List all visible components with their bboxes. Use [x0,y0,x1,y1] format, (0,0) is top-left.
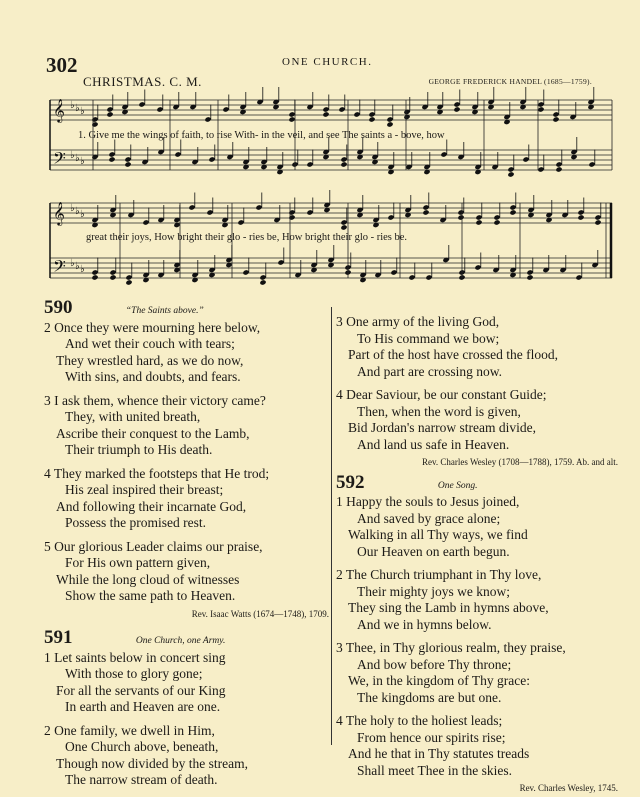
verse-line: 3 One army of the living God, [336,314,500,329]
verse-line: For His own pattern given, [65,555,211,570]
verse-line: Their triumph to His death. [65,442,213,457]
svg-text:♭: ♭ [75,153,80,164]
svg-text:♭: ♭ [70,100,75,111]
treble-notes-1 [91,87,594,128]
lyrics-line-1: 1. Give me the wings of faith, to rise With- in the veil, and see The saints a - bove, how [78,130,445,141]
verse-line: His zeal inspired their breast; [65,482,224,497]
verse-line: The kingdoms are but one. [357,689,502,705]
verse-line: And bow before Thy throne; [357,656,512,672]
verse-line: 3 Thee, in Thy glorious realm, they praise, [336,640,566,655]
treble-staff-2 [50,201,612,226]
verse-line: And part are crossing now. [357,363,502,379]
hymn-590 [44,297,329,622]
hymn-number: 592 [336,471,365,493]
verse-line: Walking in all Thy ways, we find [348,527,528,542]
music-score [0,0,640,300]
svg-text:♭: ♭ [75,206,80,217]
svg-text:𝄞: 𝄞 [53,98,65,122]
stanza [44,320,329,386]
verse-line: 4 Dear Saviour, be our constant Guide; [336,387,547,402]
stanza [336,640,618,706]
verse-line: Possess the promised rest. [65,515,206,530]
verse-line: With those to glory gone; [65,666,203,681]
treble-staff-1 [50,98,612,123]
verse-line: They wrestled hard, as we do now, [56,352,244,368]
verse-line: Then, when the word is given, [357,403,521,419]
verse-line: Their mighty joys we know; [357,583,510,599]
hymn-number: 591 [44,627,73,648]
verse-line: And wet their couch with tears; [65,336,235,351]
stanza [44,650,329,716]
verse-line: Our Heaven on earth begun. [357,543,510,559]
stanza [336,567,618,633]
verse-line: They, with united breath, [65,409,201,424]
verse-line: Shall meet Thee in the skies. [357,762,512,778]
verse-line: And he that in Thy statutes treads [348,746,530,761]
stanza [336,314,618,380]
svg-text:♭: ♭ [70,150,75,161]
verse-line: 2 One family, we dwell in Him, [44,722,215,738]
hymn-title: One Church, one Army. [135,636,226,646]
verse-line: 1 Happy the souls to Jesus joined, [336,494,520,509]
svg-text:♭: ♭ [80,106,85,117]
svg-text:♭: ♭ [70,258,75,269]
verse-line: 4 The holy to the holiest leads; [336,713,503,728]
verse-line: With sins, and doubts, and fears. [65,369,241,384]
verse-line: Bid Jordan's narrow stream divide, [348,420,537,435]
verse-line: While the long cloud of witnesses [56,571,240,587]
left-column [44,297,329,796]
bass-notes-1 [91,137,595,178]
svg-text:♭: ♭ [80,264,85,275]
stanza [336,387,618,453]
verse-line: Show the same path to Heaven. [65,588,236,603]
stanza [44,393,329,459]
verse-line: And we in hymns below. [357,616,492,632]
verse-line: And land us safe in Heaven. [357,436,510,452]
stanza [44,723,329,789]
verse-line: 4 They marked the footsteps that He trod; [44,465,270,481]
svg-text:♭: ♭ [80,209,85,220]
verse-line: To His command we bow; [357,330,500,346]
verse-line: One Church above, beneath, [65,739,219,754]
column-divider [331,307,332,745]
verse-line: For all the servants of our King [56,682,226,698]
verse-line: 2 Once they were mourning here below, [44,319,261,335]
verse-line: They sing the Lamb in hymns above, [348,600,549,615]
stanza [336,494,618,560]
right-column [336,314,618,797]
hymn-591 [44,627,329,789]
bass-notes-2 [91,245,598,286]
svg-text:♭: ♭ [75,261,80,272]
verse-line: Though now divided by the stream, [56,755,248,771]
hymn-number: 590 [44,297,73,318]
verse-line: And saved by grace alone; [357,510,501,526]
verse-line: From hence our spirits rise; [357,729,506,745]
verse-line: 1 Let saints below in concert sing [44,649,226,665]
verse-line: The narrow stream of death. [65,772,218,787]
hymn-592 [336,471,618,797]
verse-line: And following their incarnate God, [56,498,247,514]
stanza [336,713,618,779]
tune-name: CHRISTMAS. C. M. [83,74,202,89]
stanza [44,539,329,605]
svg-text:𝄢: 𝄢 [53,148,66,172]
svg-text:𝄢: 𝄢 [53,256,66,280]
verse-line: 5 Our glorious Leader claims our praise, [44,538,263,554]
verse-line: In earth and Heaven are one. [65,699,221,714]
treble-notes-2 [91,190,601,231]
running-head: ONE CHURCH. [282,56,373,68]
svg-text:♭: ♭ [80,156,85,167]
verse-line: Part of the host have crossed the flood, [348,347,558,362]
verse-line: 2 The Church triumphant in Thy love, [336,567,542,582]
composer-credit: GEORGE FREDERICK HANDEL (1685—1759). [428,77,592,86]
svg-text:♭: ♭ [70,203,75,214]
verse-line: We, in the kingdom of Thy grace: [348,673,530,688]
hymn-attribution: Rev. Isaac Watts (1674—1748), 1709. [191,608,329,619]
lyrics-line-2: great their joys, How bright their glo - ries be, How bright their glo - ries be. [86,232,408,243]
stanza [44,466,329,532]
verse-line: 3 I ask them, whence their victory came? [44,392,266,408]
verse-line: Ascribe their conquest to the Lamb, [56,425,250,441]
hymn-title: One Song. [437,480,478,491]
svg-text:𝄞: 𝄞 [53,201,65,225]
svg-text:♭: ♭ [75,103,80,114]
hymn-title: “The Saints above.” [125,306,204,316]
page-number: 302 [46,53,78,77]
hymn-attribution: Rev. Charles Wesley (1708—1788), 1759. Ab. and alt. [422,457,618,467]
hymn-attribution: Rev. Charles Wesley, 1745. [519,783,618,793]
